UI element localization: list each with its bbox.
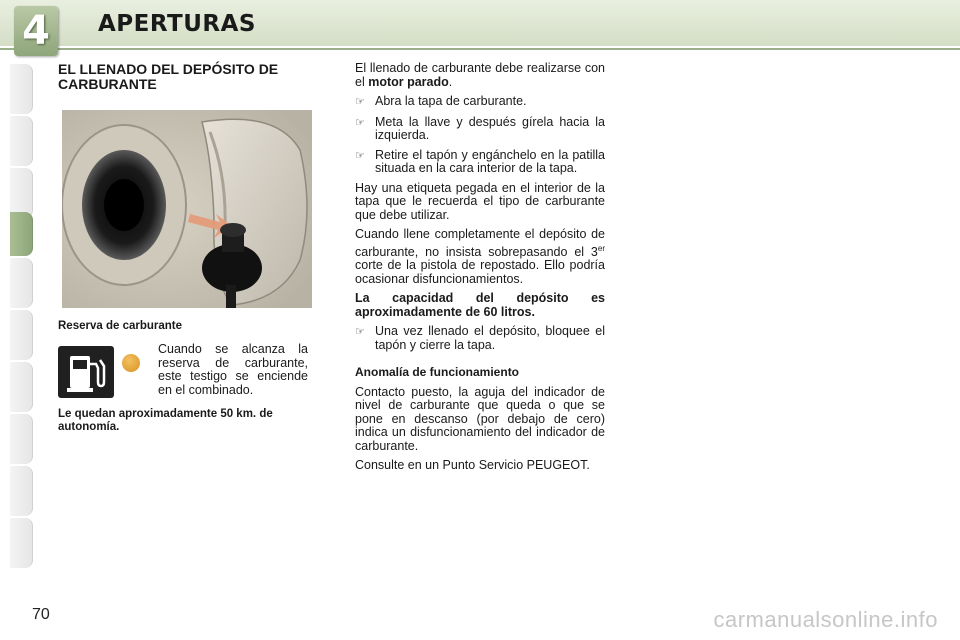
- pointing-hand-icon: ☞: [355, 96, 365, 108]
- chapter-tab-8[interactable]: [10, 414, 33, 464]
- step-text: Retire el tapón y engánchelo en la patilla situada en la cara interior de la tapa.: [375, 147, 605, 175]
- step-item: [355, 95, 605, 110]
- fuel-pump-icon: [58, 346, 114, 398]
- pointing-hand-icon: ☞: [355, 326, 365, 339]
- final-step-text: Una vez llenado el depósito, bloquee el tapón y cierre la tapa.: [375, 324, 605, 352]
- intro-end: .: [448, 74, 453, 89]
- chapter-tab-2[interactable]: [10, 116, 33, 166]
- pointing-hand-icon: ☞: [355, 149, 365, 162]
- step-text: Abra la tapa de carburante.: [375, 94, 527, 108]
- chapter-badge: 4: [14, 6, 58, 56]
- section-title: EL LLENADO DEL DEPÓSITO DE CARBURANTE: [58, 61, 279, 92]
- reserve-heading: Reserva de carburante: [58, 320, 183, 332]
- warning-light-icon: [122, 354, 140, 372]
- chapter-tab-9[interactable]: [10, 466, 33, 516]
- step-text: Meta la llave y después gírela hacia la izquierda.: [375, 114, 605, 142]
- chapter-tab-1[interactable]: [10, 64, 33, 114]
- fill-note-text: Cuando llene completamente el depósito de carburante, no insista sobrepasando el 3: [355, 227, 605, 259]
- fill-note-superscript: er: [597, 243, 605, 253]
- chapter-title: APERTURAS: [98, 11, 256, 37]
- instructions-column: [355, 62, 605, 479]
- intro-text: El llenado de carburante debe realizarse con el: [355, 61, 605, 89]
- intro-paragraph: [355, 62, 605, 89]
- chapter-tab-4-active[interactable]: [10, 212, 33, 256]
- header-divider: [0, 48, 960, 50]
- watermark: carmanualsonline.info: [713, 607, 938, 632]
- capacity-note: La capacidad del depósito es aproximadamente de 60 litros.: [355, 291, 605, 319]
- fuel-filler-photo: [62, 110, 312, 308]
- service-note: Consulte en un Punto Servicio PEUGEOT.: [355, 458, 590, 473]
- chapter-tab-5[interactable]: [10, 258, 33, 308]
- step-item: [355, 149, 605, 176]
- anomaly-heading: Anomalía de funcionamiento: [355, 365, 520, 380]
- pointing-hand-icon: ☞: [355, 116, 365, 129]
- intro-emphasis: motor parado: [368, 74, 449, 89]
- chapter-tab-6[interactable]: [10, 310, 33, 360]
- anomaly-text: Contacto puesto, la aguja del indicador de nivel de carburante que queda o que se pone en descanso (por debajo de cero) indica un disfuncionamiento del indicador de carburante.: [355, 384, 605, 453]
- chapter-tab-10[interactable]: [10, 518, 33, 568]
- label-note: Hay una etiqueta pegada en el interior de la tapa que le recuerda el tipo de carburante que debe utilizar.: [355, 180, 605, 222]
- autonomy-note: Le quedan aproximadamente 50 km. de autonomía.: [58, 408, 273, 433]
- fill-note: [355, 228, 605, 286]
- page-number: 70: [32, 606, 50, 623]
- final-step-item: [355, 325, 605, 352]
- chapter-tab-3[interactable]: [10, 168, 33, 218]
- fill-note-text-end: corte de la pistola de repostado. Ello podría ocasionar disfuncionamientos.: [355, 258, 605, 286]
- reserve-description: Cuando se alcanza la reserva de carburante, este testigo se enciende en el combinado.: [158, 342, 308, 397]
- step-item: [355, 116, 605, 143]
- chapter-tab-7[interactable]: [10, 362, 33, 412]
